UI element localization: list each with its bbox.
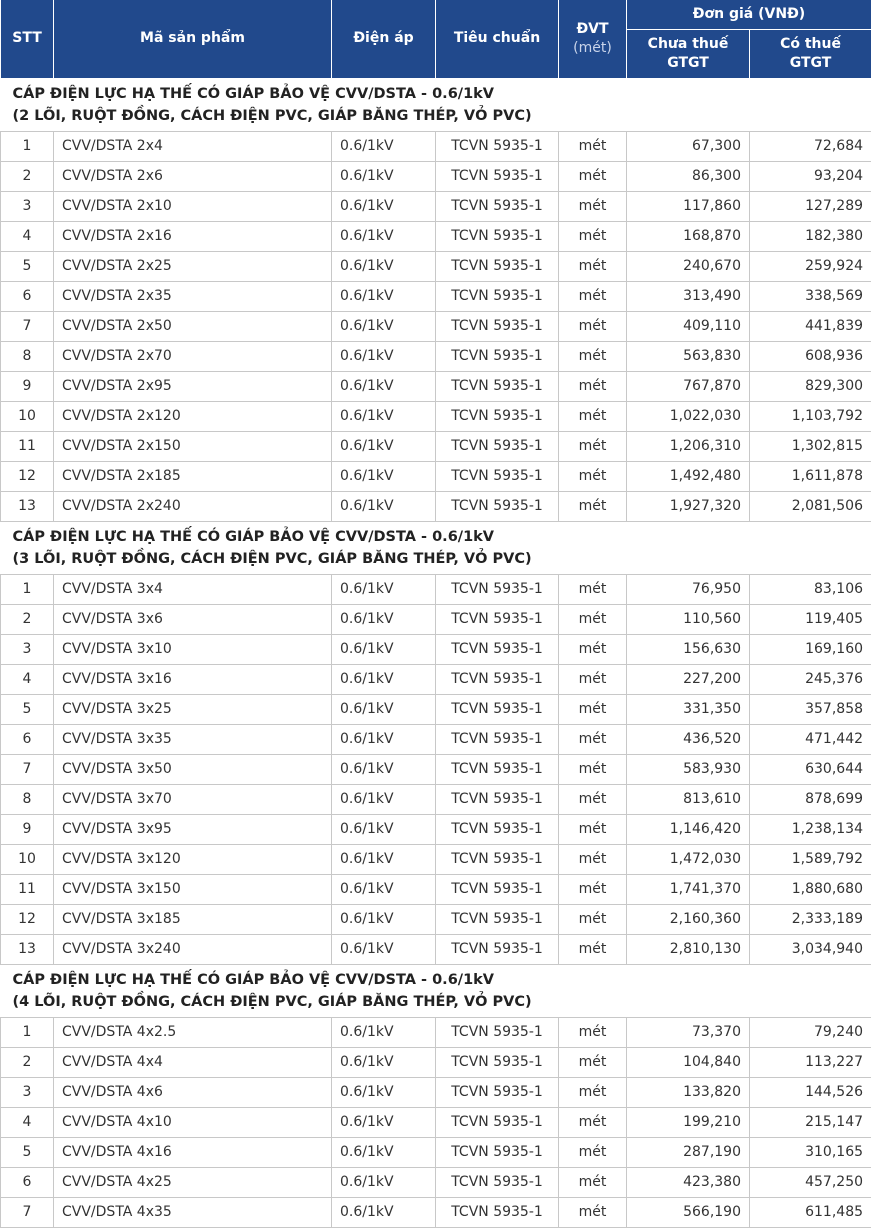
cell-stt: 4	[1, 221, 54, 251]
cell-price-after-tax: 1,302,815	[750, 431, 871, 461]
cell-voltage: 0.6/1kV	[332, 934, 436, 964]
cell-voltage: 0.6/1kV	[332, 401, 436, 431]
cell-stt: 9	[1, 814, 54, 844]
cell-voltage: 0.6/1kV	[332, 1047, 436, 1077]
section-title	[1, 521, 871, 574]
cell-stt: 10	[1, 844, 54, 874]
cell-product-code: CVV/DSTA 3x150	[54, 874, 332, 904]
cell-unit: mét	[559, 191, 627, 221]
cell-unit: mét	[559, 904, 627, 934]
header-stt: STT	[1, 0, 54, 78]
cell-voltage: 0.6/1kV	[332, 431, 436, 461]
cell-price-before-tax: 1,206,310	[627, 431, 750, 461]
cell-price-before-tax: 409,110	[627, 311, 750, 341]
cell-price-before-tax: 1,492,480	[627, 461, 750, 491]
cell-product-code: CVV/DSTA 3x70	[54, 784, 332, 814]
cell-price-before-tax: 1,927,320	[627, 491, 750, 521]
cell-standard: TCVN 5935-1	[436, 401, 559, 431]
cell-price-after-tax: 1,611,878	[750, 461, 871, 491]
cell-unit: mét	[559, 1107, 627, 1137]
cell-product-code: CVV/DSTA 2x185	[54, 461, 332, 491]
table-row	[1, 694, 871, 724]
cell-unit: mét	[559, 1077, 627, 1107]
cell-price-after-tax: 119,405	[750, 604, 871, 634]
cell-price-before-tax: 110,560	[627, 604, 750, 634]
cell-product-code: CVV/DSTA 4x6	[54, 1077, 332, 1107]
cell-standard: TCVN 5935-1	[436, 1017, 559, 1047]
cell-unit: mét	[559, 221, 627, 251]
cell-voltage: 0.6/1kV	[332, 161, 436, 191]
cell-stt: 3	[1, 634, 54, 664]
cell-price-after-tax: 1,589,792	[750, 844, 871, 874]
cell-price-after-tax: 1,880,680	[750, 874, 871, 904]
cell-unit: mét	[559, 1017, 627, 1047]
cell-voltage: 0.6/1kV	[332, 281, 436, 311]
cell-price-after-tax: 1,103,792	[750, 401, 871, 431]
table-row	[1, 191, 871, 221]
section-title-line2: (3 LÕI, RUỘT ĐỒNG, CÁCH ĐIỆN PVC, GIÁP BĂNG THÉP, VỎ PVC)	[13, 548, 860, 570]
cell-price-before-tax: 331,350	[627, 694, 750, 724]
cell-product-code: CVV/DSTA 3x95	[54, 814, 332, 844]
cell-price-after-tax: 169,160	[750, 634, 871, 664]
table-row	[1, 371, 871, 401]
cell-price-after-tax: 338,569	[750, 281, 871, 311]
cell-price-before-tax: 227,200	[627, 664, 750, 694]
table-row	[1, 784, 871, 814]
table-row	[1, 341, 871, 371]
cell-stt: 5	[1, 251, 54, 281]
cell-unit: mét	[559, 1167, 627, 1197]
header-unit-label: ĐVT	[576, 21, 608, 37]
cell-voltage: 0.6/1kV	[332, 664, 436, 694]
cell-product-code: CVV/DSTA 3x25	[54, 694, 332, 724]
cell-voltage: 0.6/1kV	[332, 1167, 436, 1197]
cell-unit: mét	[559, 754, 627, 784]
cell-price-before-tax: 73,370	[627, 1017, 750, 1047]
table-row	[1, 754, 871, 784]
table-row	[1, 574, 871, 604]
cell-stt: 13	[1, 491, 54, 521]
cell-price-before-tax: 104,840	[627, 1047, 750, 1077]
cell-stt: 1	[1, 1017, 54, 1047]
cell-voltage: 0.6/1kV	[332, 844, 436, 874]
cell-price-after-tax: 93,204	[750, 161, 871, 191]
cell-price-after-tax: 878,699	[750, 784, 871, 814]
cell-standard: TCVN 5935-1	[436, 934, 559, 964]
table-row	[1, 604, 871, 634]
cell-price-after-tax: 471,442	[750, 724, 871, 754]
cell-voltage: 0.6/1kV	[332, 191, 436, 221]
cell-price-after-tax: 2,081,506	[750, 491, 871, 521]
cell-stt: 6	[1, 724, 54, 754]
header-unit-price: Đơn giá (VNĐ)	[627, 0, 871, 29]
cell-stt: 7	[1, 754, 54, 784]
cell-stt: 10	[1, 401, 54, 431]
cell-price-after-tax: 829,300	[750, 371, 871, 401]
cell-standard: TCVN 5935-1	[436, 131, 559, 161]
cell-price-after-tax: 215,147	[750, 1107, 871, 1137]
table-row	[1, 131, 871, 161]
cell-unit: mét	[559, 401, 627, 431]
cell-stt: 1	[1, 131, 54, 161]
table-row	[1, 431, 871, 461]
cell-standard: TCVN 5935-1	[436, 814, 559, 844]
cell-voltage: 0.6/1kV	[332, 1197, 436, 1227]
cell-voltage: 0.6/1kV	[332, 221, 436, 251]
cell-standard: TCVN 5935-1	[436, 904, 559, 934]
table-row	[1, 814, 871, 844]
cell-voltage: 0.6/1kV	[332, 694, 436, 724]
cell-stt: 3	[1, 1077, 54, 1107]
table-header	[1, 0, 871, 78]
section-title-line1: CÁP ĐIỆN LỰC HẠ THẾ CÓ GIÁP BẢO VỆ CVV/DSTA - 0.6/1kV	[13, 969, 860, 991]
cell-product-code: CVV/DSTA 4x35	[54, 1197, 332, 1227]
cell-price-before-tax: 67,300	[627, 131, 750, 161]
cell-product-code: CVV/DSTA 3x240	[54, 934, 332, 964]
cell-voltage: 0.6/1kV	[332, 874, 436, 904]
table-row	[1, 1047, 871, 1077]
cell-price-after-tax: 608,936	[750, 341, 871, 371]
cell-product-code: CVV/DSTA 4x16	[54, 1137, 332, 1167]
section-header	[1, 78, 871, 131]
cell-price-after-tax: 245,376	[750, 664, 871, 694]
cell-price-after-tax: 310,165	[750, 1137, 871, 1167]
cell-standard: TCVN 5935-1	[436, 431, 559, 461]
cell-unit: mét	[559, 844, 627, 874]
cell-price-before-tax: 133,820	[627, 1077, 750, 1107]
cell-stt: 4	[1, 664, 54, 694]
cell-voltage: 0.6/1kV	[332, 491, 436, 521]
cell-price-before-tax: 2,810,130	[627, 934, 750, 964]
cell-product-code: CVV/DSTA 3x120	[54, 844, 332, 874]
cell-unit: mét	[559, 1197, 627, 1227]
cell-stt: 2	[1, 604, 54, 634]
cell-stt: 11	[1, 431, 54, 461]
table-row	[1, 221, 871, 251]
cell-product-code: CVV/DSTA 4x4	[54, 1047, 332, 1077]
cell-product-code: CVV/DSTA 3x6	[54, 604, 332, 634]
cell-stt: 5	[1, 1137, 54, 1167]
cell-price-before-tax: 583,930	[627, 754, 750, 784]
cell-voltage: 0.6/1kV	[332, 461, 436, 491]
cell-product-code: CVV/DSTA 3x35	[54, 724, 332, 754]
cell-product-code: CVV/DSTA 3x10	[54, 634, 332, 664]
cell-price-before-tax: 2,160,360	[627, 904, 750, 934]
header-unit-sub: (mét)	[573, 40, 612, 56]
cell-stt: 11	[1, 874, 54, 904]
table-row	[1, 1017, 871, 1047]
cell-product-code: CVV/DSTA 2x35	[54, 281, 332, 311]
cell-unit: mét	[559, 281, 627, 311]
cell-product-code: CVV/DSTA 4x2.5	[54, 1017, 332, 1047]
cell-product-code: CVV/DSTA 2x4	[54, 131, 332, 161]
cell-unit: mét	[559, 574, 627, 604]
cell-standard: TCVN 5935-1	[436, 491, 559, 521]
section-header	[1, 521, 871, 574]
cell-voltage: 0.6/1kV	[332, 371, 436, 401]
cell-price-before-tax: 1,022,030	[627, 401, 750, 431]
cell-standard: TCVN 5935-1	[436, 784, 559, 814]
cell-stt: 2	[1, 161, 54, 191]
section-title-line2: (4 LÕI, RUỘT ĐỒNG, CÁCH ĐIỆN PVC, GIÁP BĂNG THÉP, VỎ PVC)	[13, 991, 860, 1013]
cell-stt: 8	[1, 784, 54, 814]
cell-stt: 12	[1, 461, 54, 491]
cell-standard: TCVN 5935-1	[436, 221, 559, 251]
cell-voltage: 0.6/1kV	[332, 341, 436, 371]
cell-standard: TCVN 5935-1	[436, 664, 559, 694]
cell-price-before-tax: 240,670	[627, 251, 750, 281]
table-row	[1, 281, 871, 311]
cell-price-before-tax: 813,610	[627, 784, 750, 814]
cell-unit: mét	[559, 934, 627, 964]
cell-voltage: 0.6/1kV	[332, 904, 436, 934]
cell-stt: 7	[1, 311, 54, 341]
cell-standard: TCVN 5935-1	[436, 341, 559, 371]
section-header	[1, 964, 871, 1017]
cell-product-code: CVV/DSTA 3x50	[54, 754, 332, 784]
table-row	[1, 724, 871, 754]
cell-standard: TCVN 5935-1	[436, 574, 559, 604]
cell-price-after-tax: 113,227	[750, 1047, 871, 1077]
cell-standard: TCVN 5935-1	[436, 1167, 559, 1197]
cell-product-code: CVV/DSTA 2x50	[54, 311, 332, 341]
cell-unit: mét	[559, 604, 627, 634]
cell-product-code: CVV/DSTA 3x4	[54, 574, 332, 604]
cell-unit: mét	[559, 874, 627, 904]
cell-unit: mét	[559, 724, 627, 754]
cell-standard: TCVN 5935-1	[436, 161, 559, 191]
cell-price-before-tax: 1,472,030	[627, 844, 750, 874]
header-product-code: Mã sản phẩm	[54, 0, 332, 78]
table-row	[1, 251, 871, 281]
cell-product-code: CVV/DSTA 2x16	[54, 221, 332, 251]
cell-standard: TCVN 5935-1	[436, 1047, 559, 1077]
cell-standard: TCVN 5935-1	[436, 371, 559, 401]
cell-product-code: CVV/DSTA 2x70	[54, 341, 332, 371]
cell-unit: mét	[559, 131, 627, 161]
cell-product-code: CVV/DSTA 2x25	[54, 251, 332, 281]
cell-voltage: 0.6/1kV	[332, 251, 436, 281]
cell-stt: 8	[1, 341, 54, 371]
cell-price-after-tax: 457,250	[750, 1167, 871, 1197]
section-title	[1, 964, 871, 1017]
cell-price-after-tax: 441,839	[750, 311, 871, 341]
cell-price-after-tax: 83,106	[750, 574, 871, 604]
table-row	[1, 1197, 871, 1227]
cell-price-before-tax: 86,300	[627, 161, 750, 191]
cell-product-code: CVV/DSTA 2x95	[54, 371, 332, 401]
cell-stt: 13	[1, 934, 54, 964]
cell-standard: TCVN 5935-1	[436, 461, 559, 491]
cell-stt: 5	[1, 694, 54, 724]
cell-price-after-tax: 182,380	[750, 221, 871, 251]
cell-stt: 3	[1, 191, 54, 221]
cell-standard: TCVN 5935-1	[436, 311, 559, 341]
cell-unit: mét	[559, 814, 627, 844]
cell-price-after-tax: 127,289	[750, 191, 871, 221]
cell-price-after-tax: 144,526	[750, 1077, 871, 1107]
cell-stt: 7	[1, 1197, 54, 1227]
cell-price-after-tax: 79,240	[750, 1017, 871, 1047]
cell-unit: mét	[559, 161, 627, 191]
cell-price-after-tax: 72,684	[750, 131, 871, 161]
cell-standard: TCVN 5935-1	[436, 754, 559, 784]
cell-price-before-tax: 1,741,370	[627, 874, 750, 904]
cell-standard: TCVN 5935-1	[436, 874, 559, 904]
cell-price-before-tax: 313,490	[627, 281, 750, 311]
cell-unit: mét	[559, 311, 627, 341]
cell-product-code: CVV/DSTA 2x10	[54, 191, 332, 221]
cell-price-before-tax: 199,210	[627, 1107, 750, 1137]
cell-price-before-tax: 566,190	[627, 1197, 750, 1227]
cell-unit: mét	[559, 431, 627, 461]
cell-standard: TCVN 5935-1	[436, 604, 559, 634]
cell-stt: 1	[1, 574, 54, 604]
cell-price-after-tax: 357,858	[750, 694, 871, 724]
cell-product-code: CVV/DSTA 4x10	[54, 1107, 332, 1137]
table-row	[1, 311, 871, 341]
cell-product-code: CVV/DSTA 4x25	[54, 1167, 332, 1197]
cell-stt: 6	[1, 281, 54, 311]
cell-price-before-tax: 117,860	[627, 191, 750, 221]
table-row	[1, 491, 871, 521]
cell-price-after-tax: 3,034,940	[750, 934, 871, 964]
cell-voltage: 0.6/1kV	[332, 1077, 436, 1107]
cell-price-after-tax: 1,238,134	[750, 814, 871, 844]
cell-voltage: 0.6/1kV	[332, 1017, 436, 1047]
section-title-line2: (2 LÕI, RUỘT ĐỒNG, CÁCH ĐIỆN PVC, GIÁP BĂNG THÉP, VỎ PVC)	[13, 105, 860, 127]
cell-product-code: CVV/DSTA 2x240	[54, 491, 332, 521]
cell-unit: mét	[559, 1047, 627, 1077]
cell-price-after-tax: 259,924	[750, 251, 871, 281]
cell-voltage: 0.6/1kV	[332, 784, 436, 814]
cell-voltage: 0.6/1kV	[332, 1137, 436, 1167]
cell-standard: TCVN 5935-1	[436, 1107, 559, 1137]
cell-price-before-tax: 563,830	[627, 341, 750, 371]
table-row	[1, 844, 871, 874]
table-row	[1, 1077, 871, 1107]
table-row	[1, 904, 871, 934]
cell-unit: mét	[559, 634, 627, 664]
cell-unit: mét	[559, 664, 627, 694]
cell-standard: TCVN 5935-1	[436, 844, 559, 874]
cell-stt: 9	[1, 371, 54, 401]
cell-standard: TCVN 5935-1	[436, 191, 559, 221]
cell-voltage: 0.6/1kV	[332, 604, 436, 634]
cell-product-code: CVV/DSTA 2x150	[54, 431, 332, 461]
cell-unit: mét	[559, 461, 627, 491]
section-title-line1: CÁP ĐIỆN LỰC HẠ THẾ CÓ GIÁP BẢO VỆ CVV/DSTA - 0.6/1kV	[13, 526, 860, 548]
cell-standard: TCVN 5935-1	[436, 1197, 559, 1227]
cell-price-after-tax: 630,644	[750, 754, 871, 784]
cell-price-after-tax: 611,485	[750, 1197, 871, 1227]
table-body	[1, 78, 871, 1227]
cell-standard: TCVN 5935-1	[436, 281, 559, 311]
table-row	[1, 161, 871, 191]
cell-voltage: 0.6/1kV	[332, 634, 436, 664]
section-title-line1: CÁP ĐIỆN LỰC HẠ THẾ CÓ GIÁP BẢO VỆ CVV/DSTA - 0.6/1kV	[13, 83, 860, 105]
cell-unit: mét	[559, 371, 627, 401]
cell-standard: TCVN 5935-1	[436, 1137, 559, 1167]
cell-unit: mét	[559, 1137, 627, 1167]
header-voltage: Điện áp	[332, 0, 436, 78]
table-row	[1, 1107, 871, 1137]
cell-price-before-tax: 287,190	[627, 1137, 750, 1167]
cell-voltage: 0.6/1kV	[332, 724, 436, 754]
cell-price-after-tax: 2,333,189	[750, 904, 871, 934]
header-standard: Tiêu chuẩn	[436, 0, 559, 78]
cell-standard: TCVN 5935-1	[436, 634, 559, 664]
cell-voltage: 0.6/1kV	[332, 754, 436, 784]
cell-price-before-tax: 423,380	[627, 1167, 750, 1197]
cell-unit: mét	[559, 784, 627, 814]
cell-standard: TCVN 5935-1	[436, 724, 559, 754]
cell-stt: 4	[1, 1107, 54, 1137]
table-row	[1, 401, 871, 431]
cell-product-code: CVV/DSTA 3x185	[54, 904, 332, 934]
header-price-after-tax: Có thuế GTGT	[750, 29, 871, 78]
cell-unit: mét	[559, 251, 627, 281]
header-unit	[559, 0, 627, 78]
cell-voltage: 0.6/1kV	[332, 574, 436, 604]
cell-price-before-tax: 767,870	[627, 371, 750, 401]
cell-standard: TCVN 5935-1	[436, 251, 559, 281]
cell-standard: TCVN 5935-1	[436, 694, 559, 724]
cell-product-code: CVV/DSTA 2x120	[54, 401, 332, 431]
cell-price-before-tax: 76,950	[627, 574, 750, 604]
cell-unit: mét	[559, 491, 627, 521]
section-title	[1, 78, 871, 131]
cell-stt: 12	[1, 904, 54, 934]
cell-voltage: 0.6/1kV	[332, 814, 436, 844]
cell-price-before-tax: 156,630	[627, 634, 750, 664]
cell-unit: mét	[559, 341, 627, 371]
table-row	[1, 934, 871, 964]
cell-stt: 6	[1, 1167, 54, 1197]
header-price-before-tax: Chưa thuế GTGT	[627, 29, 750, 78]
cell-unit: mét	[559, 694, 627, 724]
table-row	[1, 874, 871, 904]
cell-voltage: 0.6/1kV	[332, 131, 436, 161]
cell-standard: TCVN 5935-1	[436, 1077, 559, 1107]
table-row	[1, 1167, 871, 1197]
cell-voltage: 0.6/1kV	[332, 1107, 436, 1137]
table-row	[1, 461, 871, 491]
cell-price-before-tax: 1,146,420	[627, 814, 750, 844]
cell-voltage: 0.6/1kV	[332, 311, 436, 341]
cell-stt: 2	[1, 1047, 54, 1077]
cell-product-code: CVV/DSTA 2x6	[54, 161, 332, 191]
table-row	[1, 634, 871, 664]
cell-product-code: CVV/DSTA 3x16	[54, 664, 332, 694]
cell-price-before-tax: 436,520	[627, 724, 750, 754]
table-row	[1, 664, 871, 694]
table-row	[1, 1137, 871, 1167]
cell-price-before-tax: 168,870	[627, 221, 750, 251]
